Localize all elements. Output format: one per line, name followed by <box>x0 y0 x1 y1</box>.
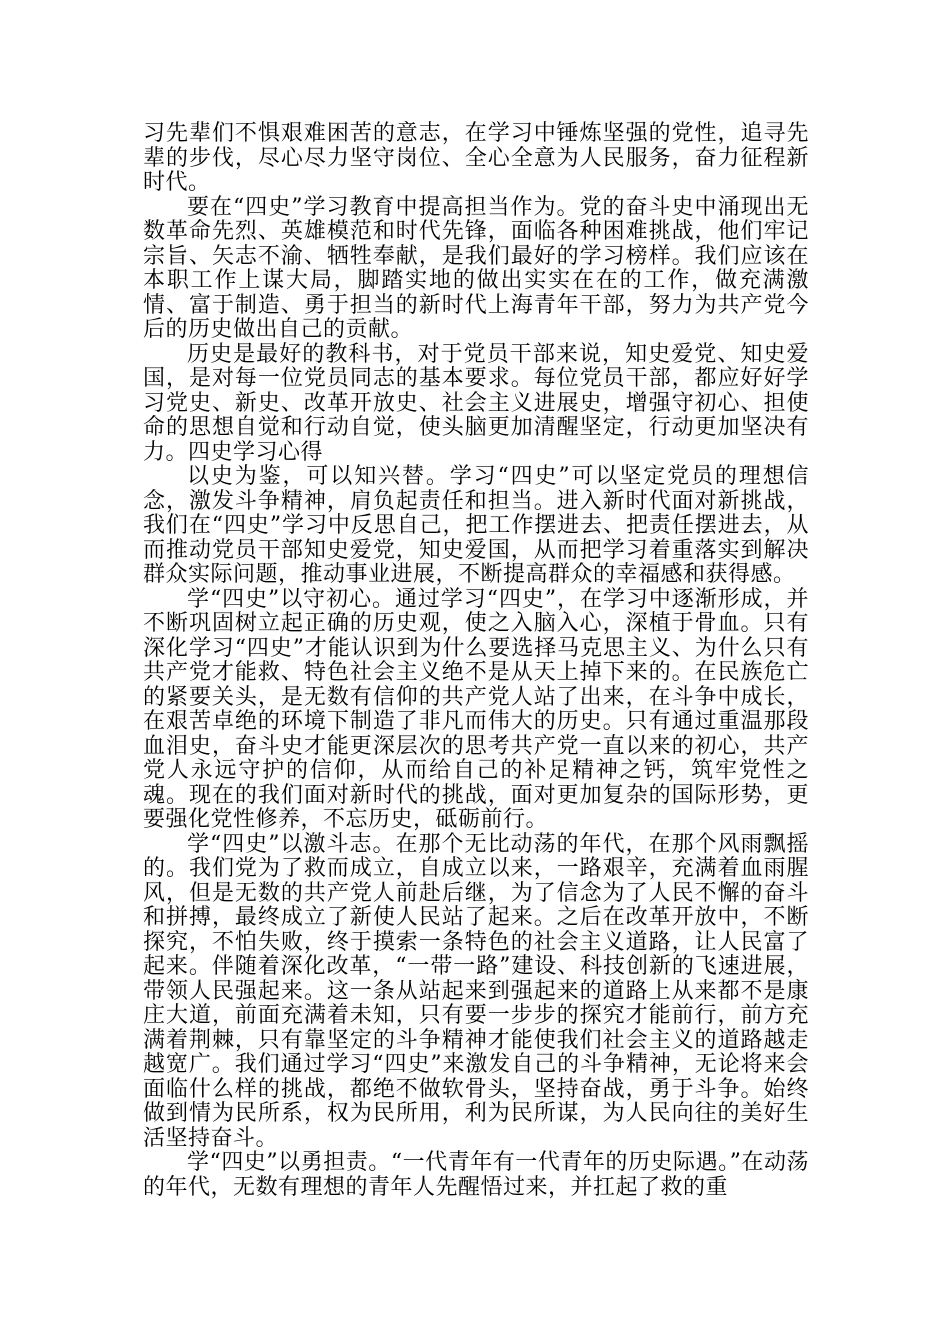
paragraph-2: 要在“四史”学习教育中提高担当作为。党的奋斗史中涌现出无数革命先烈、英雄模范和时代先锋，面临各种困难挑战，他们牢记宗旨、矢志不渝、牺牲奉献，是我们最好的学习榜样。我们应该在本职工作上谋大局，脚踏实地的做出实实在在的工作，做充满激情、富于制造、勇于担当的新时代上海青年干部，努力为共产党今后的历史做出自己的贡献。 <box>143 194 809 342</box>
paragraph-3: 历史是最好的教科书，对于党员干部来说，知史爱党、知史爱国，是对每一位党员同志的基本要求。每位党员干部，都应好好学习党史、新史、改革开放史、社会主义进展史，增强守初心、担使命的思想自觉和行动自觉，使头脑更加清醒坚定，行动更加坚决有力。四史学习心得 <box>143 341 809 465</box>
paragraph-7: 学“四史”以勇担责。“一代青年有一代青年的历史际遇。”在动荡的年代，无数有理想的青年人先醒悟过来，并扛起了救的重 <box>143 1150 809 1200</box>
paragraph-5: 学“四史”以守初心。通过学习“四史”，在学习中逐渐形成，并不断巩固树立起正确的历史观，使之入脑入心，深植于骨血。只有深化学习“四史”才能认识到为什么要选择马克思主义、为什么只有共产党才能救、特色社会主义绝不是从天上掉下来的。在民族危亡的紧要关头，是无数有信仰的共产党人站了出来，在斗争中成长，在艰苦卓绝的环境下制造了非凡而伟大的历史。只有通过重温那段血泪史，奋斗史才能更深层次的思考共产党一直以来的初心，共产党人永远守护的信仰，从而给自己的补足精神之钙，筑牢党性之魂。现在的我们面对新时代的挑战，面对更加复杂的国际形势，更要强化党性修养，不忘历史，砥砺前行。 <box>143 586 809 832</box>
paragraph-4: 以史为鉴，可以知兴替。学习“四史”可以坚定党员的理想信念，激发斗争精神，肩负起责任和担当。进入新时代面对新挑战，我们在“四史”学习中反思自己，把工作摆进去、把责任摆进去，从而推动党员干部知史爱党，知史爱国，从而把学习着重落实到解决群众实际问题，推动事业进展，不断提高群众的幸福感和获得感。 <box>143 464 809 587</box>
paragraph-1: 习先辈们不惧艰难困苦的意志，在学习中锤炼坚强的党性，追寻先辈的步伐，尽心尽力坚守岗位、全心全意为人民服务，奋力征程新时代。 <box>143 121 809 195</box>
body-text <box>143 122 809 1200</box>
paragraph-6: 学“四史”以激斗志。在那个无比动荡的年代，在那个风雨飘摇的。我们党为了救而成立，自成立以来，一路艰辛，充满着血雨腥风，但是无数的共产党人前赴后继，为了信念为了人民不懈的奋斗和拼搏，最终成立了新使人民站了起来。之后在改革开放中，不断探究，不怕失败，终于摸索一条特色的社会主义道路，让人民富了起来。伴随着深化改革，“一带一路”建设、科技创新的飞速进展，带领人民强起来。这一条从站起来到强起来的道路上从来都不是康庄大道，前面充满着未知，只有要一步步的探究才能前行，前方充满着荆棘，只有靠坚定的斗争精神才能使我们社会主义的道路越走越宽广。我们通过学习“四史”来激发自己的斗争精神，无论将来会面临什么样的挑战，都绝不做软骨头，坚持奋战，勇于斗争。始终做到情为民所系，权为民所用，利为民所谋，为人民向往的美好生活坚持奋斗。 <box>143 831 809 1151</box>
